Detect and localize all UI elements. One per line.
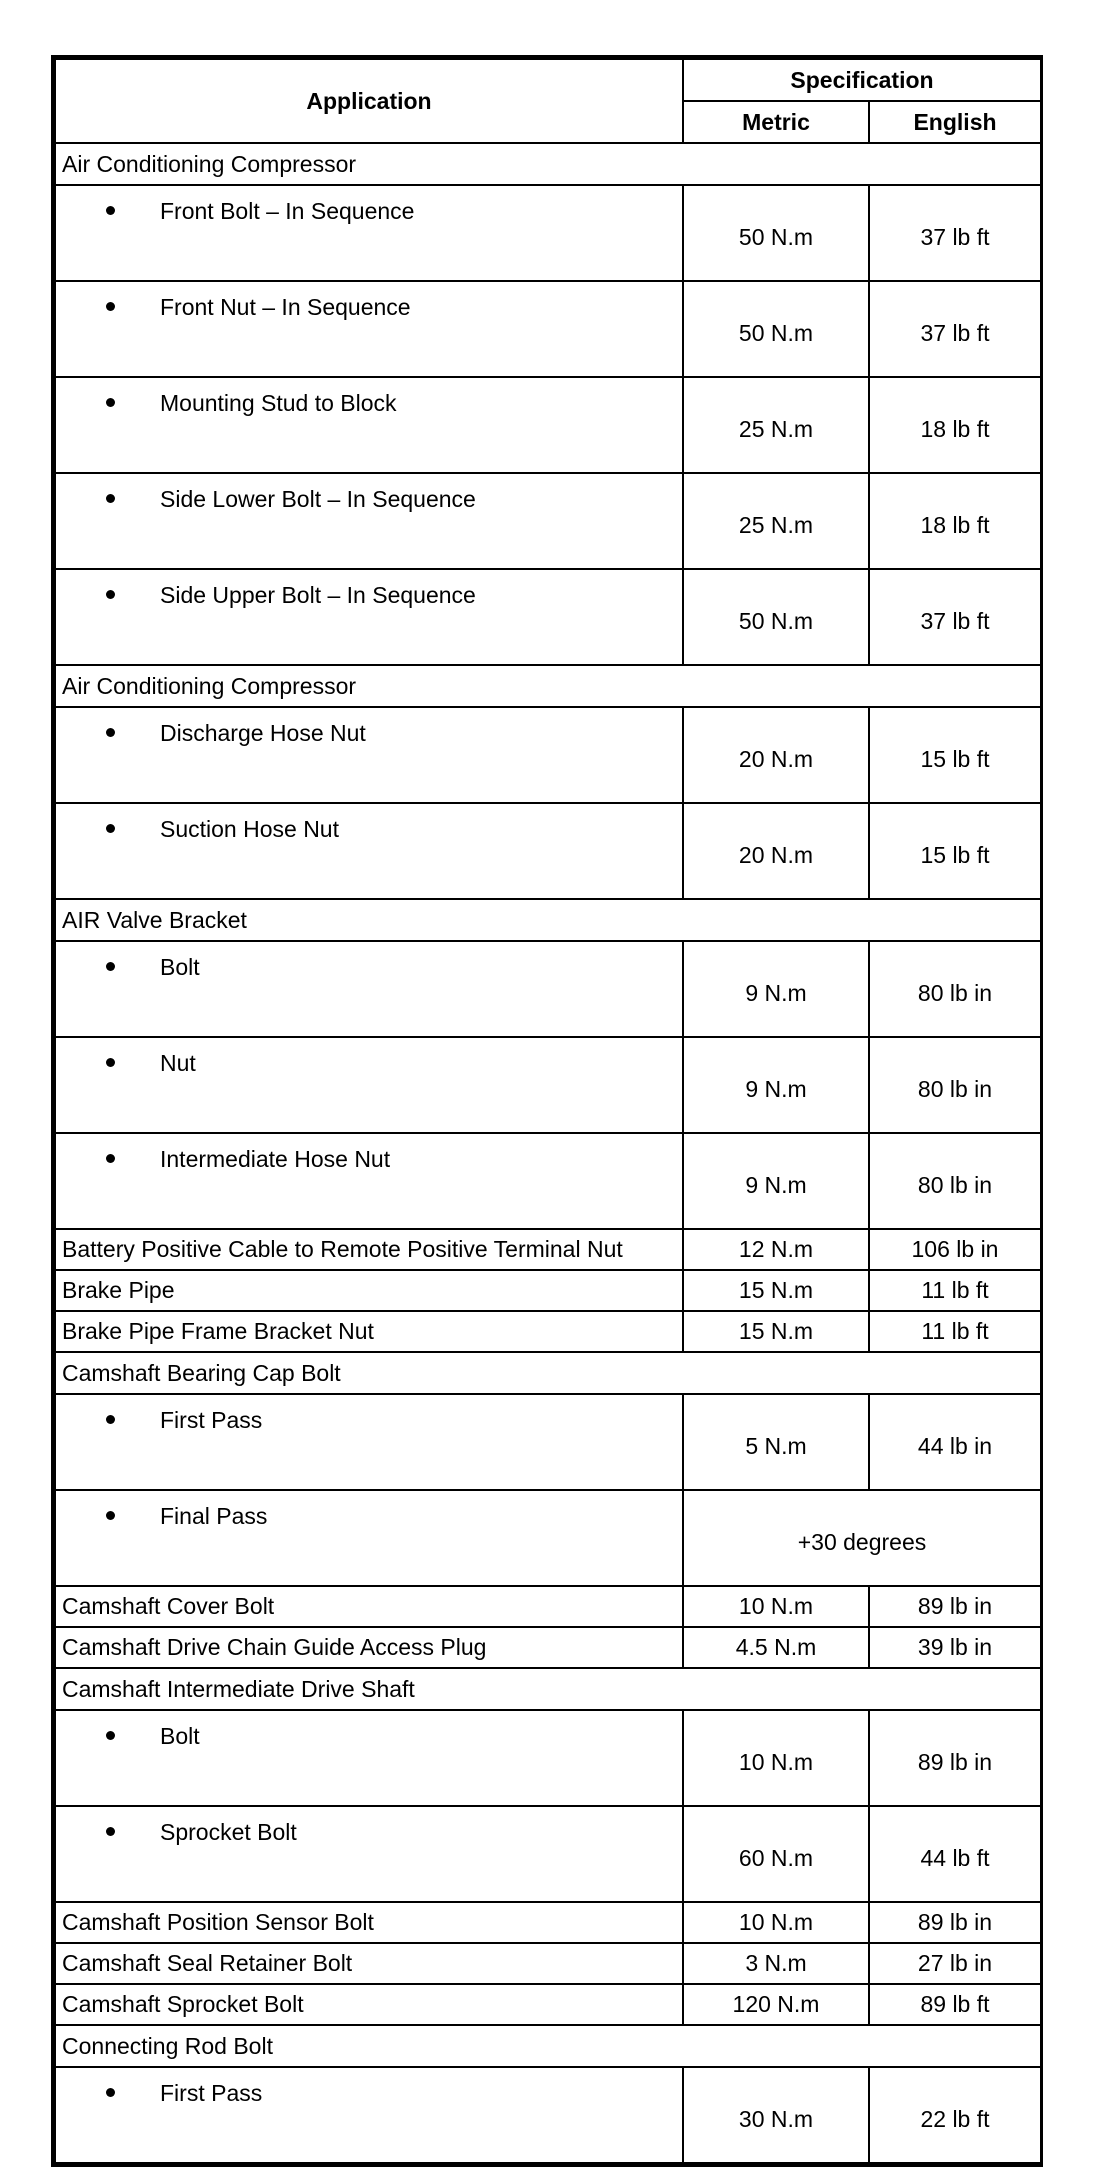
table-row (55, 1668, 1041, 1710)
metric-value: 5 N.m (683, 1394, 869, 1490)
bullet-icon (56, 294, 160, 321)
metric-value: 15 N.m (683, 1270, 869, 1311)
header-application: Application (55, 59, 683, 143)
metric-value: 30 N.m (683, 2067, 869, 2163)
metric-value: 50 N.m (683, 185, 869, 281)
table-row (55, 1394, 1041, 1490)
application-label: Brake Pipe Frame Bracket Nut (55, 1311, 683, 1352)
table-row (55, 1311, 1041, 1352)
english-value: 80 lb in (869, 1037, 1041, 1133)
english-value: 22 lb ft (869, 2067, 1041, 2163)
metric-value: 50 N.m (683, 281, 869, 377)
section-heading: Connecting Rod Bolt (55, 2025, 1041, 2067)
spec-span-value: +30 degrees (683, 1490, 1041, 1586)
table-row (55, 665, 1041, 707)
english-value: 89 lb in (869, 1902, 1041, 1943)
table-row (55, 1627, 1041, 1668)
sub-item-cell (55, 2067, 683, 2163)
metric-value: 3 N.m (683, 1943, 869, 1984)
application-label: Camshaft Cover Bolt (55, 1586, 683, 1627)
application-label: Camshaft Drive Chain Guide Access Plug (55, 1627, 683, 1668)
sub-item-cell (55, 1133, 683, 1229)
table-row (55, 1037, 1041, 1133)
sub-item-label: Front Bolt – In Sequence (160, 198, 415, 224)
table-row (55, 941, 1041, 1037)
english-value: 80 lb in (869, 1133, 1041, 1229)
table-row (55, 1586, 1041, 1627)
table-row (55, 281, 1041, 377)
sub-item-cell (55, 1490, 683, 1586)
section-heading: Camshaft Bearing Cap Bolt (55, 1352, 1041, 1394)
bullet-icon (56, 390, 160, 417)
sub-item-cell (55, 941, 683, 1037)
bullet-icon (56, 198, 160, 225)
sub-item-label: Front Nut – In Sequence (160, 294, 411, 320)
english-value: 18 lb ft (869, 473, 1041, 569)
table-row (55, 899, 1041, 941)
table-row (55, 1984, 1041, 2025)
sub-item-label: First Pass (160, 1407, 263, 1433)
spec-table-grid (54, 58, 1042, 2164)
sub-item-label: Bolt (160, 954, 200, 980)
table-row (55, 377, 1041, 473)
english-value: 37 lb ft (869, 569, 1041, 665)
bullet-icon (56, 1503, 160, 1530)
header-specification: Specification (683, 59, 1041, 101)
sub-item-label: First Pass (160, 2080, 263, 2106)
english-value: 89 lb in (869, 1710, 1041, 1806)
english-value: 44 lb ft (869, 1806, 1041, 1902)
sub-item-cell (55, 1037, 683, 1133)
table-row (55, 1902, 1041, 1943)
metric-value: 25 N.m (683, 377, 869, 473)
metric-value: 10 N.m (683, 1710, 869, 1806)
sub-item-label: Discharge Hose Nut (160, 720, 366, 746)
table-row (55, 473, 1041, 569)
table-row (55, 143, 1041, 185)
application-label: Camshaft Seal Retainer Bolt (55, 1943, 683, 1984)
table-row (55, 1133, 1041, 1229)
sub-item-cell (55, 473, 683, 569)
application-label: Camshaft Position Sensor Bolt (55, 1902, 683, 1943)
sub-item-cell (55, 1806, 683, 1902)
sub-item-cell (55, 1394, 683, 1490)
sub-item-cell (55, 1710, 683, 1806)
application-label: Battery Positive Cable to Remote Positive Terminal Nut (55, 1229, 683, 1270)
section-heading: Air Conditioning Compressor (55, 143, 1041, 185)
metric-value: 10 N.m (683, 1902, 869, 1943)
sub-item-cell (55, 569, 683, 665)
english-value: 11 lb ft (869, 1311, 1041, 1352)
english-value: 37 lb ft (869, 281, 1041, 377)
bullet-icon (56, 954, 160, 981)
bullet-icon (56, 486, 160, 513)
section-heading: Air Conditioning Compressor (55, 665, 1041, 707)
sub-item-label: Mounting Stud to Block (160, 390, 397, 416)
sub-item-label: Side Lower Bolt – In Sequence (160, 486, 476, 512)
metric-value: 50 N.m (683, 569, 869, 665)
metric-value: 20 N.m (683, 803, 869, 899)
sub-item-label: Bolt (160, 1723, 200, 1749)
bullet-icon (56, 1819, 160, 1846)
english-value: 106 lb in (869, 1229, 1041, 1270)
metric-value: 9 N.m (683, 1037, 869, 1133)
table-row (55, 1270, 1041, 1311)
bullet-icon (56, 816, 160, 843)
table-row (55, 185, 1041, 281)
metric-value: 60 N.m (683, 1806, 869, 1902)
table-row (55, 2067, 1041, 2163)
header-english: English (869, 101, 1041, 143)
sub-item-label: Suction Hose Nut (160, 816, 339, 842)
english-value: 15 lb ft (869, 707, 1041, 803)
sub-item-cell (55, 377, 683, 473)
metric-value: 15 N.m (683, 1311, 869, 1352)
metric-value: 25 N.m (683, 473, 869, 569)
bullet-icon (56, 1407, 160, 1434)
table-row (55, 1352, 1041, 1394)
english-value: 37 lb ft (869, 185, 1041, 281)
english-value: 27 lb in (869, 1943, 1041, 1984)
sub-item-cell (55, 707, 683, 803)
sub-item-label: Final Pass (160, 1503, 268, 1529)
english-value: 15 lb ft (869, 803, 1041, 899)
metric-value: 20 N.m (683, 707, 869, 803)
table-row (55, 1806, 1041, 1902)
english-value: 44 lb in (869, 1394, 1041, 1490)
english-value: 11 lb ft (869, 1270, 1041, 1311)
table-row (55, 1710, 1041, 1806)
metric-value: 10 N.m (683, 1586, 869, 1627)
section-heading: Camshaft Intermediate Drive Shaft (55, 1668, 1041, 1710)
english-value: 80 lb in (869, 941, 1041, 1037)
sub-item-label: Sprocket Bolt (160, 1819, 297, 1845)
bullet-icon (56, 1723, 160, 1750)
sub-item-cell (55, 281, 683, 377)
metric-value: 9 N.m (683, 941, 869, 1037)
english-value: 89 lb ft (869, 1984, 1041, 2025)
sub-item-label: Nut (160, 1050, 196, 1076)
table-row (55, 1943, 1041, 1984)
metric-value: 4.5 N.m (683, 1627, 869, 1668)
section-heading: AIR Valve Bracket (55, 899, 1041, 941)
metric-value: 12 N.m (683, 1229, 869, 1270)
table-row (55, 707, 1041, 803)
sub-item-cell (55, 803, 683, 899)
torque-spec-table (51, 55, 1043, 2167)
bullet-icon (56, 2080, 160, 2107)
english-value: 39 lb in (869, 1627, 1041, 1668)
bullet-icon (56, 720, 160, 747)
application-label: Brake Pipe (55, 1270, 683, 1311)
sub-item-label: Side Upper Bolt – In Sequence (160, 582, 476, 608)
metric-value: 120 N.m (683, 1984, 869, 2025)
table-row (55, 569, 1041, 665)
spec-table-body (55, 143, 1041, 2163)
bullet-icon (56, 582, 160, 609)
sub-item-label: Intermediate Hose Nut (160, 1146, 391, 1172)
english-value: 89 lb in (869, 1586, 1041, 1627)
table-row (55, 1229, 1041, 1270)
header-metric: Metric (683, 101, 869, 143)
table-row (55, 1490, 1041, 1586)
metric-value: 9 N.m (683, 1133, 869, 1229)
english-value: 18 lb ft (869, 377, 1041, 473)
bullet-icon (56, 1146, 160, 1173)
application-label: Camshaft Sprocket Bolt (55, 1984, 683, 2025)
sub-item-cell (55, 185, 683, 281)
table-row (55, 803, 1041, 899)
table-row (55, 2025, 1041, 2067)
bullet-icon (56, 1050, 160, 1077)
